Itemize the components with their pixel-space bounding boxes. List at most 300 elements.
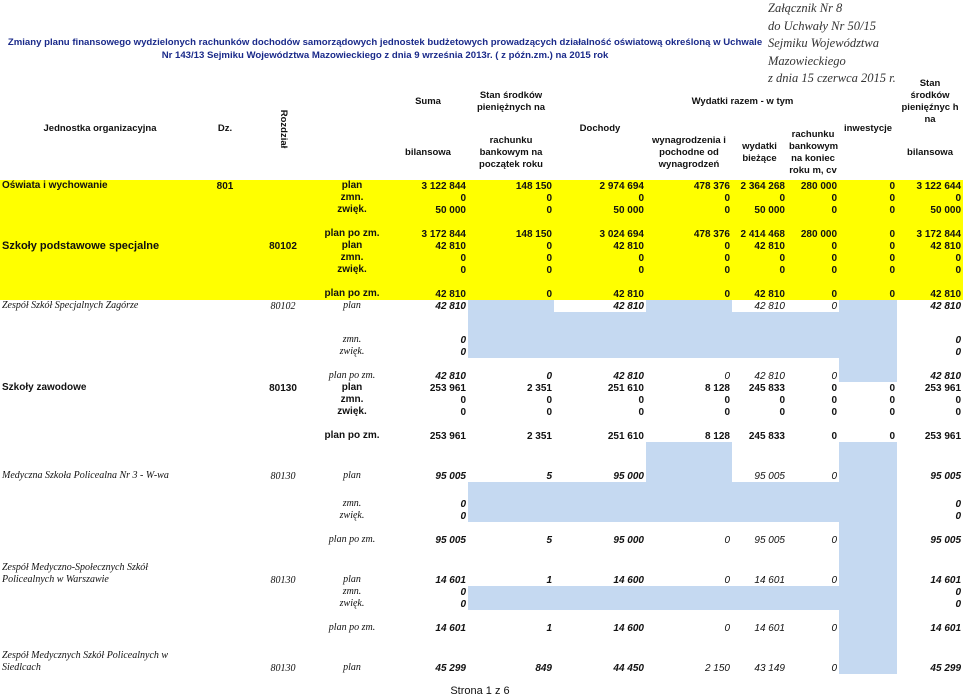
- value-cell: 0: [787, 240, 839, 252]
- col-suma-header-bottom: bilansowa: [405, 147, 451, 158]
- col-stan-header-top: Stan środków pieniężnych na: [476, 90, 546, 113]
- value-cell: 0: [646, 264, 732, 276]
- value-cell: 0: [468, 252, 554, 264]
- value-cell: 253 961: [388, 418, 468, 442]
- financial-plan-table: [0, 78, 963, 674]
- value-cell: 42 810: [754, 371, 785, 382]
- value-cell: [468, 300, 554, 312]
- value-cell: 0: [831, 535, 838, 546]
- dz-cell: [200, 312, 250, 346]
- row-label-cell: plan po zm.: [316, 418, 388, 442]
- value-cell: [839, 610, 897, 634]
- unit-name-cell: [0, 312, 200, 346]
- value-cell: [646, 482, 732, 510]
- value-cell: 3 024 694: [554, 216, 646, 240]
- value-cell: 0: [831, 301, 838, 312]
- value-cell: 42 810: [930, 301, 962, 312]
- value-cell: 42 810: [897, 276, 963, 300]
- value-cell: 42 810: [613, 371, 644, 382]
- value-cell: [554, 510, 646, 522]
- table-row: [0, 482, 963, 510]
- value-cell: [554, 346, 646, 358]
- value-cell: 0: [839, 252, 897, 264]
- value-cell: 2 351: [468, 382, 554, 394]
- value-cell: 1: [546, 623, 552, 634]
- value-cell: [554, 482, 646, 510]
- value-cell: 0: [460, 347, 466, 358]
- table-row: [0, 418, 963, 442]
- rozdzial-cell: [250, 418, 316, 442]
- col-stan-end-header-top: Stan środków pienięźnyc h na: [901, 78, 959, 125]
- value-cell: 0: [646, 406, 732, 418]
- row-label-cell: zwięk.: [339, 346, 365, 357]
- value-cell: 0: [955, 499, 962, 510]
- value-cell: 0: [839, 418, 897, 442]
- value-cell: 42 810: [897, 240, 963, 252]
- value-cell: [646, 442, 732, 482]
- row-label-cell: zwięk.: [339, 510, 365, 521]
- dz-cell: [200, 216, 250, 240]
- annex-note: [768, 0, 960, 88]
- dz-cell: [200, 406, 250, 418]
- value-cell: 2 414 468: [732, 216, 787, 240]
- value-cell: 253 961: [388, 382, 468, 394]
- unit-name-cell: [0, 406, 200, 418]
- annex-line-4: Mazowieckiego: [768, 53, 846, 68]
- dz-cell: [200, 204, 250, 216]
- rozdzial-cell: [250, 346, 316, 358]
- row-label-cell: plan: [316, 180, 388, 192]
- value-cell: 0: [460, 599, 466, 610]
- rozdzial-cell: 80102: [270, 301, 296, 312]
- value-cell: 0: [468, 204, 554, 216]
- value-cell: 0: [388, 192, 468, 204]
- value-cell: [839, 300, 897, 312]
- value-cell: 0: [468, 394, 554, 406]
- unit-name-cell: Medyczna Szkoła Policealna Nr 3 - W-wa: [2, 470, 169, 481]
- value-cell: [732, 346, 787, 358]
- value-cell: 14 601: [435, 623, 466, 634]
- value-cell: 3 172 844: [897, 216, 963, 240]
- value-cell: 42 810: [554, 240, 646, 252]
- value-cell: [839, 346, 897, 358]
- row-label-cell: zmn.: [342, 586, 362, 597]
- row-label-cell: zwięk.: [316, 406, 388, 418]
- table-body: [0, 180, 963, 674]
- value-cell: 14 601: [930, 575, 962, 586]
- value-cell: 45 299: [435, 663, 466, 674]
- dz-cell: [200, 276, 250, 300]
- value-cell: [468, 346, 554, 358]
- value-cell: 8 128: [646, 382, 732, 394]
- row-label-cell: plan po zm.: [328, 622, 376, 633]
- value-cell: 0: [787, 276, 839, 300]
- col-wydatki-header: Wydatki razem - w tym: [691, 96, 794, 107]
- col-suma2-header-bottom: bilansowa: [907, 147, 953, 158]
- value-cell: 3 122 644: [897, 180, 963, 192]
- row-label-cell: plan: [343, 300, 361, 311]
- table-row: [0, 312, 963, 346]
- value-cell: [839, 510, 897, 522]
- rozdzial-cell: [250, 522, 316, 546]
- value-cell: [787, 346, 839, 358]
- annex-line-3: Sejmiku Województwa: [768, 36, 879, 50]
- value-cell: [839, 598, 897, 610]
- unit-name-cell: [0, 276, 200, 300]
- value-cell: 0: [646, 394, 732, 406]
- col-suma-header-top: Suma: [415, 96, 441, 107]
- value-cell: [468, 482, 554, 510]
- header-row-1: [0, 78, 963, 126]
- unit-name-cell: Szkoły podstawowe specjalne: [0, 240, 200, 252]
- unit-name-cell: [0, 216, 200, 240]
- value-cell: 2 974 694: [554, 180, 646, 192]
- value-cell: 0: [554, 394, 646, 406]
- rozdzial-cell: [250, 482, 316, 510]
- value-cell: 0: [732, 264, 787, 276]
- value-cell: 0: [955, 511, 962, 522]
- value-cell: 245 833: [732, 382, 787, 394]
- value-cell: 0: [831, 471, 838, 482]
- value-cell: 42 810: [435, 301, 466, 312]
- value-cell: 0: [732, 394, 787, 406]
- value-cell: 0: [646, 252, 732, 264]
- value-cell: 14 601: [930, 623, 962, 634]
- value-cell: 95 005: [435, 535, 466, 546]
- rozdzial-cell: [250, 598, 316, 610]
- rozdzial-cell: [250, 180, 316, 192]
- value-cell: [732, 510, 787, 522]
- value-cell: 0: [732, 252, 787, 264]
- unit-name-cell: [0, 394, 200, 406]
- value-cell: [787, 598, 839, 610]
- dz-cell: [200, 442, 250, 482]
- table-row: [0, 586, 963, 598]
- value-cell: 5: [546, 471, 552, 482]
- value-cell: 42 810: [930, 371, 962, 382]
- value-cell: [468, 586, 554, 598]
- value-cell: 0: [831, 623, 838, 634]
- row-label-cell: zwięk.: [316, 204, 388, 216]
- value-cell: 95 000: [613, 535, 644, 546]
- value-cell: 2 150: [704, 663, 730, 674]
- value-cell: [787, 482, 839, 510]
- value-cell: [468, 510, 554, 522]
- value-cell: [787, 586, 839, 598]
- value-cell: 14 601: [435, 575, 466, 586]
- dz-cell: [200, 482, 250, 510]
- value-cell: 0: [732, 192, 787, 204]
- row-label-cell: plan: [343, 662, 361, 673]
- value-cell: 42 810: [754, 301, 785, 312]
- dz-cell: [200, 522, 250, 546]
- unit-name-cell: [0, 192, 200, 204]
- value-cell: 0: [554, 192, 646, 204]
- row-label-cell: zmn.: [316, 192, 388, 204]
- value-cell: 0: [468, 192, 554, 204]
- rozdzial-cell: 80102: [250, 240, 316, 252]
- dz-cell: [200, 610, 250, 634]
- value-cell: 95 000: [613, 471, 644, 482]
- value-cell: [646, 346, 732, 358]
- dz-cell: [200, 418, 250, 442]
- value-cell: [787, 312, 839, 346]
- annex-line-5: z dnia 15 czerwca 2015 r.: [768, 71, 896, 85]
- value-cell: [732, 598, 787, 610]
- title-line-1: Zmiany planu finansowego wydzielonych rachunków dochodów samorządowych jednostek budżetowych prowadzących działalność oświatową określoną w Uchwale: [7, 37, 763, 48]
- row-label-cell: plan po zm.: [316, 216, 388, 240]
- value-cell: [646, 312, 732, 346]
- rozdzial-cell: 80130: [250, 382, 316, 394]
- value-cell: 0: [554, 264, 646, 276]
- value-cell: 1: [546, 575, 552, 586]
- value-cell: 95 005: [930, 535, 962, 546]
- dz-cell: [200, 346, 250, 358]
- value-cell: [732, 482, 787, 510]
- col-stan-end-header-bottom: rachunku bankowym na koniec roku m, cv: [789, 129, 839, 176]
- rozdzial-cell: [250, 510, 316, 522]
- value-cell: 0: [897, 264, 963, 276]
- value-cell: 3 122 844: [388, 180, 468, 192]
- value-cell: 3 172 844: [388, 216, 468, 240]
- value-cell: [646, 510, 732, 522]
- table-row: [0, 204, 963, 216]
- unit-name-cell: [0, 346, 200, 358]
- unit-name-cell: [0, 418, 200, 442]
- value-cell: 0: [554, 252, 646, 264]
- value-cell: 8 128: [646, 418, 732, 442]
- value-cell: 0: [831, 663, 838, 674]
- value-cell: [646, 586, 732, 598]
- value-cell: 0: [955, 599, 962, 610]
- table-row: [0, 442, 963, 482]
- row-label-cell: zwięk.: [316, 264, 388, 276]
- rozdzial-cell: [250, 358, 316, 382]
- value-cell: 0: [646, 204, 732, 216]
- col-label-header: [316, 78, 388, 126]
- dz-cell: [200, 546, 250, 586]
- value-cell: 43 149: [754, 663, 785, 674]
- row-label-cell: plan po zm.: [328, 534, 376, 545]
- row-label-cell: plan: [343, 574, 361, 585]
- value-cell: 0: [787, 394, 839, 406]
- value-cell: 0: [468, 276, 554, 300]
- table-row: [0, 358, 963, 382]
- value-cell: 245 833: [732, 418, 787, 442]
- value-cell: 0: [839, 240, 897, 252]
- value-cell: 0: [388, 264, 468, 276]
- dz-cell: [200, 264, 250, 276]
- value-cell: 0: [897, 406, 963, 418]
- dz-cell: [200, 586, 250, 598]
- value-cell: 2 351: [468, 418, 554, 442]
- value-cell: 42 810: [554, 276, 646, 300]
- value-cell: 14 600: [613, 623, 644, 634]
- value-cell: 0: [460, 335, 466, 346]
- value-cell: 0: [831, 575, 838, 586]
- value-cell: [732, 586, 787, 598]
- value-cell: 42 810: [732, 240, 787, 252]
- value-cell: 50 000: [388, 204, 468, 216]
- value-cell: 14 601: [754, 575, 785, 586]
- dz-cell: [200, 394, 250, 406]
- value-cell: 0: [546, 371, 552, 382]
- rozdzial-cell: [250, 192, 316, 204]
- col-label-header-2: [316, 126, 388, 180]
- table-row: [0, 240, 963, 252]
- value-cell: 251 610: [554, 418, 646, 442]
- value-cell: 0: [955, 335, 962, 346]
- value-cell: 0: [646, 276, 732, 300]
- col-biezace-header: wydatki bieżące: [742, 141, 777, 164]
- value-cell: 0: [955, 347, 962, 358]
- table-row: [0, 634, 963, 674]
- value-cell: 50 000: [732, 204, 787, 216]
- rozdzial-cell: [250, 610, 316, 634]
- value-cell: [554, 598, 646, 610]
- table-row: [0, 382, 963, 394]
- value-cell: 0: [897, 394, 963, 406]
- value-cell: 0: [839, 192, 897, 204]
- row-label-cell: zmn.: [316, 394, 388, 406]
- value-cell: 0: [839, 216, 897, 240]
- value-cell: [787, 510, 839, 522]
- unit-name-cell: Zespół Szkół Specjalnych Zagórze: [2, 300, 139, 311]
- unit-name-cell: [0, 358, 200, 382]
- value-cell: [839, 586, 897, 598]
- value-cell: 14 600: [613, 575, 644, 586]
- table-row: [0, 276, 963, 300]
- value-cell: 148 150: [468, 180, 554, 192]
- value-cell: 0: [787, 192, 839, 204]
- value-cell: 0: [646, 240, 732, 252]
- value-cell: 253 961: [897, 418, 963, 442]
- value-cell: [554, 586, 646, 598]
- value-cell: 0: [468, 406, 554, 418]
- value-cell: 0: [787, 382, 839, 394]
- table-row: [0, 180, 963, 192]
- value-cell: 0: [388, 394, 468, 406]
- value-cell: 251 610: [554, 382, 646, 394]
- value-cell: 42 810: [613, 301, 644, 312]
- table-row: [0, 216, 963, 240]
- dz-cell: [200, 192, 250, 204]
- annex-line-1: Załącznik Nr 8: [768, 1, 843, 15]
- table-row: [0, 546, 963, 586]
- col-inwestycje-header: inwestycje: [843, 123, 893, 134]
- unit-name-cell: [0, 598, 200, 610]
- row-label-cell: plan: [343, 470, 361, 481]
- value-cell: 50 000: [554, 204, 646, 216]
- table-row: [0, 394, 963, 406]
- dz-cell: [200, 358, 250, 382]
- value-cell: 0: [897, 252, 963, 264]
- value-cell: 0: [839, 276, 897, 300]
- value-cell: [468, 312, 554, 346]
- value-cell: 0: [460, 511, 466, 522]
- dz-cell: [200, 382, 250, 394]
- value-cell: 42 810: [388, 276, 468, 300]
- value-cell: 478 376: [646, 180, 732, 192]
- value-cell: 95 005: [435, 471, 466, 482]
- value-cell: 5: [546, 535, 552, 546]
- value-cell: 0: [839, 264, 897, 276]
- value-cell: 42 810: [388, 240, 468, 252]
- value-cell: 0: [388, 252, 468, 264]
- unit-name-cell: [0, 586, 200, 598]
- page-footer: Strona 1 z 6: [450, 685, 510, 697]
- rozdzial-cell: [250, 264, 316, 276]
- value-cell: [839, 312, 897, 346]
- value-cell: 45 299: [930, 663, 962, 674]
- value-cell: [646, 300, 732, 312]
- rozdzial-cell: [250, 216, 316, 240]
- row-label-cell: zmn.: [342, 498, 362, 509]
- row-label-cell: plan: [316, 382, 388, 394]
- unit-name-cell: Szkoły zawodowe: [0, 382, 200, 394]
- value-cell: [839, 634, 897, 674]
- value-cell: 0: [732, 406, 787, 418]
- rozdzial-cell: [250, 406, 316, 418]
- value-cell: 0: [468, 264, 554, 276]
- value-cell: 148 150: [468, 216, 554, 240]
- value-cell: 0: [787, 204, 839, 216]
- value-cell: 280 000: [787, 180, 839, 192]
- table-row: [0, 346, 963, 358]
- value-cell: 253 961: [897, 382, 963, 394]
- table-row: [0, 300, 963, 312]
- table-row: [0, 510, 963, 522]
- rozdzial-cell: [250, 312, 316, 346]
- value-cell: [554, 312, 646, 346]
- col-unit-header: Jednostka organizacyjna: [43, 123, 157, 134]
- value-cell: 0: [839, 406, 897, 418]
- value-cell: 0: [831, 371, 838, 382]
- dz-cell: [200, 240, 250, 252]
- col-wynagrodzenia-header: wynagrodzenia i pochodne od wynagrodzeń: [652, 135, 726, 170]
- value-cell: 0: [839, 394, 897, 406]
- col-rozdzial-header: Rozdział: [278, 109, 289, 149]
- value-cell: [839, 442, 897, 482]
- rozdzial-cell: 80130: [270, 663, 296, 674]
- value-cell: 849: [535, 663, 552, 674]
- value-cell: [839, 522, 897, 546]
- rozdzial-cell: 80130: [270, 575, 296, 586]
- annex-line-2: do Uchwały Nr 50/15: [768, 18, 876, 33]
- row-label-cell: plan po zm.: [328, 370, 376, 381]
- value-cell: 2 364 268: [732, 180, 787, 192]
- value-cell: 0: [787, 418, 839, 442]
- unit-name-cell: [0, 510, 200, 522]
- unit-name-cell: [0, 204, 200, 216]
- value-cell: 0: [388, 406, 468, 418]
- unit-name-cell: Oświata i wychowanie: [0, 180, 200, 192]
- value-cell: 0: [839, 204, 897, 216]
- value-cell: 0: [460, 499, 466, 510]
- value-cell: [646, 598, 732, 610]
- value-cell: 0: [724, 623, 730, 634]
- value-cell: [839, 358, 897, 382]
- value-cell: [839, 482, 897, 510]
- rozdzial-cell: [250, 276, 316, 300]
- table-row: [0, 610, 963, 634]
- unit-name-cell: [0, 522, 200, 546]
- value-cell: 0: [955, 587, 962, 598]
- dz-cell: [200, 252, 250, 264]
- col-dochody-header: Dochody: [579, 123, 621, 134]
- rozdzial-cell: [250, 586, 316, 598]
- value-cell: 0: [787, 406, 839, 418]
